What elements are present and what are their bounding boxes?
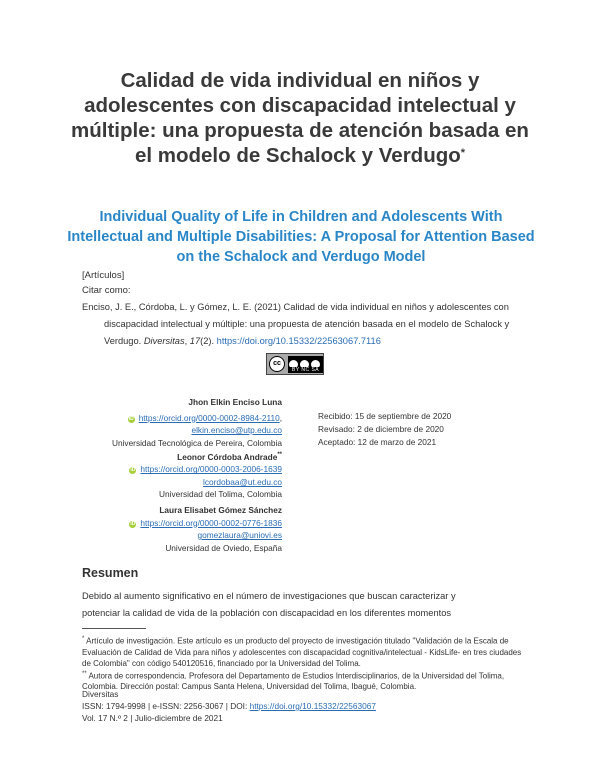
author-1-affiliation: Universidad Tecnológica de Pereira, Colombia [111,437,282,448]
citation-issue: (2). [200,336,217,346]
date-accepted: Aceptado: 12 de marzo de 2021 [318,437,437,447]
citation-line-2: discapacidad intelectual y múltiple: una propuesta de atención basada en el modelo de Schalock y [104,319,510,329]
journal-issn: ISSN: 1794-9998 | e-ISSN: 2256-3067 | DOI: [82,701,250,711]
orcid-icon: iD [128,415,134,422]
footnote-rule [82,628,146,629]
abstract-heading: Resumen [82,566,139,580]
author-2-orcid-link[interactable]: https://orcid.org/0000-0003-2006-1639 [140,464,282,475]
footnote-1-marker: * [82,636,85,642]
article-type: [Artículos] [82,270,125,281]
author-2-affiliation: Universidad del Tolima, Colombia [159,489,282,500]
abstract [82,588,522,622]
spanish-title-text: Calidad de vida individual en niños y adolescentes con discapacidad intelectual y múltiple: una propuesta de atención basada en el modelo de Schalock y Verdugo [71,69,529,167]
abstract-line-1: Debido al aumento significativo en el número de investigaciones que buscan caracterizar y [82,591,456,601]
license-icons [288,356,323,367]
abstract-line-2: potenciar la calidad de vida de la población con discapacidad en los diferentes momentos [82,608,452,618]
journal-doi-link[interactable]: https://doi.org/10.15332/22563067 [249,701,376,711]
cc-license-badge[interactable] [266,353,324,375]
citation-doi-link[interactable]: https://doi.org/10.15332/22563067.7116 [216,336,381,346]
author-3 [129,504,282,554]
author-3-email-link[interactable]: gomezlaura@uniovi.es [197,530,282,540]
footnote-1-text: Artículo de investigación. Este artículo es un producto del proyecto de investigación titulado "Validación de la Escala de Evaluación de Calidad de Vida para niños y adolescentes con discapacidad cognitiva/intelectual - KidsLife- en tres ciudades de Colombia" con código 540120516, financiado por la Universidad del Tolima. [82,636,522,668]
citation-line-1: Enciso, J. E., Córdoba, L. y Gómez, L. E. (2021) Calidad de vida individual en niños y adolescentes con [82,302,509,312]
author-1-email-link[interactable]: elkin.enciso@utp.edu.co [191,425,282,435]
cc-icon: cc [269,356,285,372]
author-2-name-text: Leonor Córdoba Andrade [177,451,278,462]
author-3-orcid-link[interactable]: https://orcid.org/0000-0002-0776-1836 [140,517,282,528]
footnotes [82,634,522,692]
title-footnote-marker: * [460,147,466,159]
date-revised: Revisado: 2 de diciembre de 2020 [318,424,444,434]
citation-volume: 17 [189,336,201,346]
author-3-affiliation: Universidad de Oviedo, España [165,542,282,553]
date-received: Recibido: 15 de septiembre de 2020 [318,411,452,421]
author-2 [129,449,282,501]
journal-name: Diversitas [82,689,119,699]
author-3-name: Laura Elisabet Gómez Sánchez [159,505,282,515]
footnote-2-text: Autora de correspondencia. Profesora del Departamento de Estudios Interdisciplinarios, de la Universidad del Tolima, Colombia. Dirección postal: Campus Santa Helena, Universidad del Tolima, Ibagué, Colombia. [82,671,505,692]
orcid-icon: iD [130,467,136,474]
orcid-icon: iD [130,520,136,527]
citation-sep: , [184,336,190,346]
footnote-1 [82,634,522,669]
author-1 [112,396,282,449]
author-1-orcid-row [112,412,282,425]
spanish-title [60,68,540,168]
citation-line-3-prefix: Verdugo. [104,336,144,346]
author-3-orcid-row [129,517,282,530]
journal-volume: Vol. 17 N.º 2 | Julio-diciembre de 2021 [82,713,223,723]
footnote-2-marker: ** [82,670,87,677]
cite-label: Citar como: [82,285,131,296]
license-label: BY NC SA [288,367,323,373]
journal-issn-row [82,700,376,712]
author-2-email-link[interactable]: lcordobaa@ut.edu.co [203,476,282,487]
english-title: Individual Quality of Life in Children and Adolescents With Intellectual and Multiple Disabilities: A Proposal for Attention Based on the Schalock and Verdugo Model [67,209,535,265]
author-1-orcid-suffix: , [279,412,282,423]
citation [82,299,522,350]
citation-line-3 [82,333,522,350]
author-2-marker: ** [277,452,282,458]
citation-journal: Diversitas [143,336,185,346]
article-dates [318,410,451,449]
journal-info [82,688,376,724]
author-1-name: Jhon Elkin Enciso Luna [188,397,282,407]
author-2-name [129,449,282,463]
author-2-orcid-row [129,463,282,476]
author-1-orcid-link[interactable]: https://orcid.org/0000-0002-8984-2110 [138,412,280,423]
